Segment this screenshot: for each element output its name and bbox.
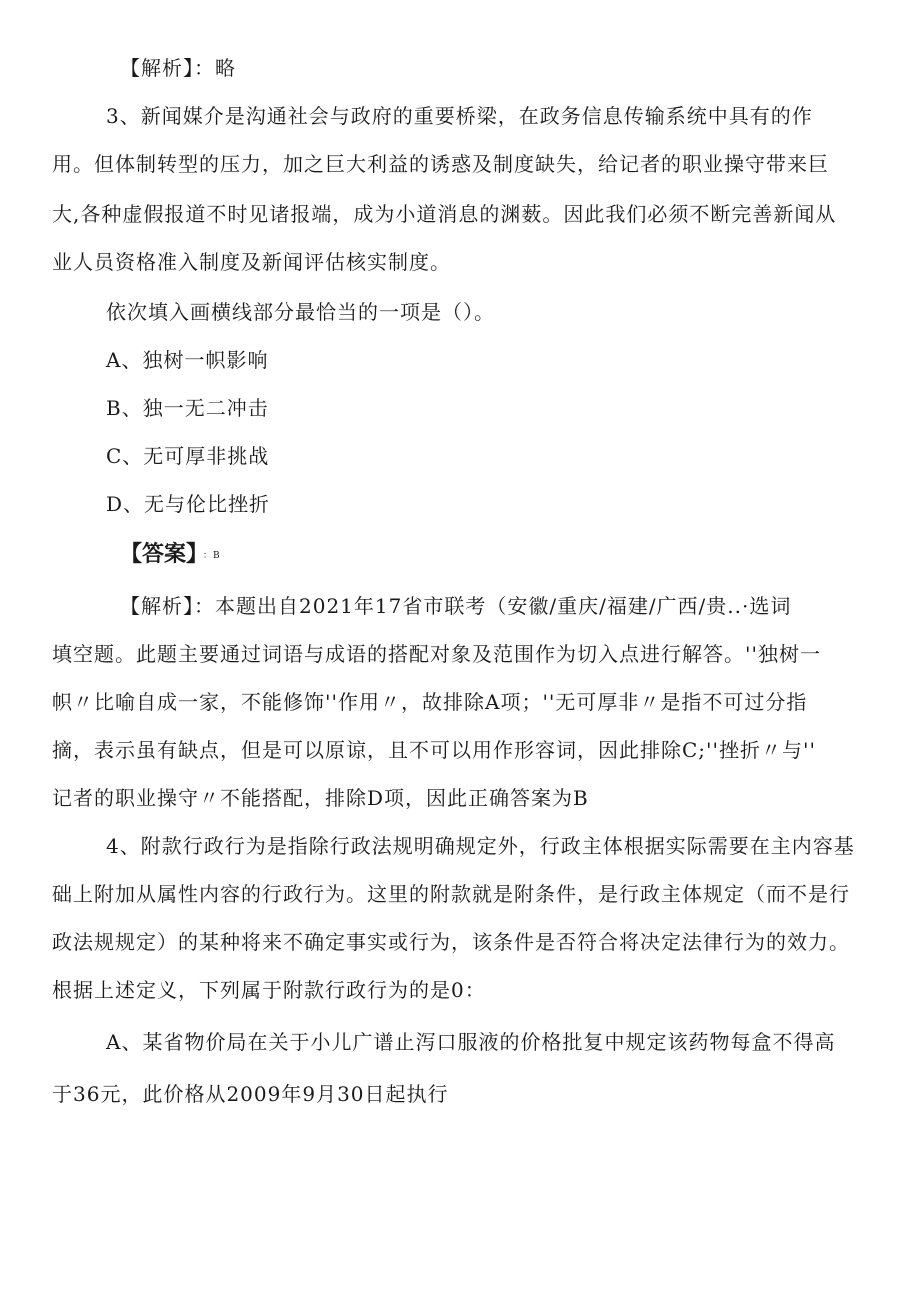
q3-analysis-line-2: 填空题。此题主要通过词语与成语的搭配对象及范围作为切入点进行解答。''独树一 <box>52 642 821 666</box>
q3-option-b: B、独一无二冲击 <box>106 396 269 420</box>
q4-stem-line-3: 政法规规定）的某种将来不确定事实或行为，该条件是否符合将决定法律行为的效力。 <box>52 930 850 954</box>
answer-value: ：B <box>203 550 221 561</box>
q3-stem-line-1: 3、新闻媒介是沟通社会与政府的重要桥梁，在政务信息传输系统中具有的作 <box>106 104 813 128</box>
q3-option-d: D、无与伦比挫折 <box>106 492 271 516</box>
q3-option-c: C、无可厚非挑战 <box>106 444 270 468</box>
q3-analysis-line-4: 摘，表示虽有缺点，但是可以原谅，且不可以用作形容词，因此排除C;''挫折〃与'' <box>52 738 817 762</box>
answer-label: 【答案】 <box>120 542 198 567</box>
q3-analysis-line-5: 记者的职业操守〃不能搭配，排除D项，因此正确答案为B <box>52 786 589 810</box>
q3-stem-line-3: 大,各种虚假报道不时见诸报端，成为小道消息的渊薮。因此我们必须不断完善新闻从 <box>52 202 837 226</box>
q4-stem-line-4: 根据上述定义，下列属于附款行政行为的是0： <box>52 978 486 1002</box>
q3-option-a: A、独树一帜影响 <box>106 348 269 372</box>
q4-option-a-line-1: A、某省物价局在关于小儿广谱止泻口服液的价格批复中规定该药物每盒不得高 <box>106 1030 836 1054</box>
q3-analysis-line-1: 【解析】：本题出自2021年17省市联考（安徽/重庆/福建/广西/贵..·选词 <box>120 594 792 618</box>
q3-stem-line-4: 业人员资格准入制度及新闻评估核实制度。 <box>52 250 451 274</box>
q3-analysis-line-3: 帜〃比喻自成一家，不能修饰''作用〃，故排除A项；''无可厚非〃是指不可过分指 <box>52 690 808 714</box>
q4-stem-line-1: 4、附款行政行为是指除行政法规明确规定外，行政主体根据实际需要在主内容基 <box>106 834 855 858</box>
q3-prompt: 依次填入画横线部分最恰当的一项是（）。 <box>106 300 495 324</box>
q4-option-a-line-2: 于36元，此价格从2009年9月30日起执行 <box>52 1082 449 1106</box>
q2-analysis: 【解析】：略 <box>120 56 236 80</box>
q3-answer <box>120 540 221 570</box>
q4-stem-line-2: 础上附加从属性内容的行政行为。这里的附款就是附条件，是行政主体规定（而不是行 <box>52 882 850 906</box>
q3-stem-line-2: 用。但体制转型的压力，加之巨大利益的诱惑及制度缺失，给记者的职业操守带来巨 <box>52 152 829 176</box>
